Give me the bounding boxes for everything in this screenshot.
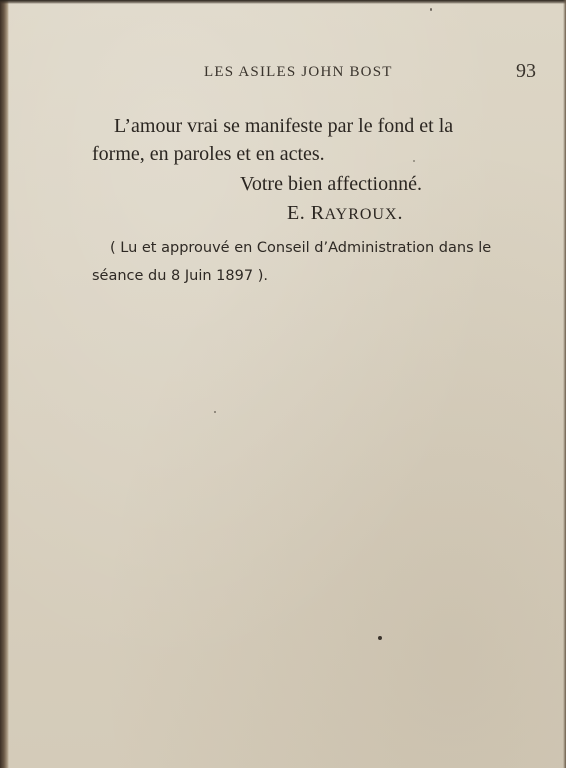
- signature: [287, 202, 403, 225]
- note-line: ( Lu et approuvé en Conseil d’Administration dans le: [110, 240, 492, 256]
- closing-salutation: Votre bien affectionné.: [240, 173, 422, 195]
- body-paragraph: [92, 112, 552, 168]
- paragraph-line: L’amour vrai se manifeste par le fond et la: [114, 115, 454, 137]
- binding-edge: [0, 0, 9, 768]
- signature-initial: E. R: [287, 202, 325, 224]
- paragraph-line: forme, en paroles et en actes.: [92, 143, 325, 165]
- ink-speck: [214, 411, 216, 413]
- signature-surname: AYROUX: [324, 206, 398, 223]
- signature-period: .: [397, 202, 404, 224]
- top-edge-shadow: [0, 0, 566, 4]
- note-line: séance du 8 Juin 1897 ).: [92, 268, 268, 284]
- running-head: LES ASILES JOHN BOST: [204, 64, 393, 80]
- ink-speck: [430, 8, 432, 11]
- ink-speck: [413, 160, 415, 162]
- approval-note: [92, 234, 552, 290]
- ink-speck: [378, 636, 382, 640]
- page-number: 93: [516, 60, 536, 82]
